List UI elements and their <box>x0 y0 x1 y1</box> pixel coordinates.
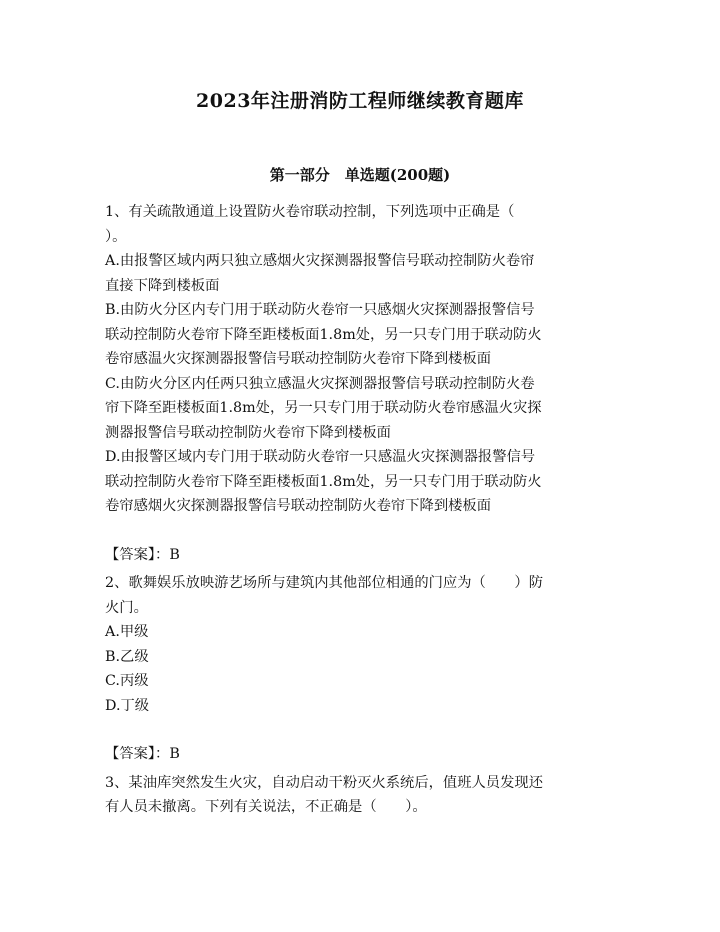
option-c: C.丙级 <box>105 673 149 689</box>
option-line: 帘下降至距楼板面1.8m处，另一只专门用于联动防火卷帘感温火灾探 <box>105 400 542 416</box>
option-line: 联动控制防火卷帘下降至距楼板面1.8m处，另一只专门用于联动防火 <box>105 473 542 490</box>
answer: 【答案】：B <box>105 546 180 563</box>
option-c <box>105 372 605 446</box>
option-d: D.丁级 <box>105 697 150 714</box>
question-list <box>105 200 605 820</box>
option-b: B.乙级 <box>105 648 149 665</box>
option-line: B.由防火分区内专门用于联动防火卷帘一只感烟火灾探测器报警信号 <box>105 302 535 318</box>
option-line: 卷帘感烟火灾探测器报警信号联动控制防火卷帘下降到楼板面 <box>105 498 492 514</box>
option-line: D.由报警区域内专门用于联动防火卷帘一只感温火灾探测器报警信号 <box>105 449 536 465</box>
question-stem-line: 1、有关疏散通道上设置防火卷帘联动控制，下列选项中正确是（ <box>105 204 515 220</box>
option-b <box>105 298 605 372</box>
question-stem-line: ）。 <box>105 228 127 245</box>
question-stem-line: 2、歌舞娱乐放映游艺场所与建筑内其他部位相通的门应为（ ）防 <box>105 575 543 591</box>
question-1 <box>105 200 605 571</box>
answer: 【答案】：B <box>105 746 180 762</box>
question-stem-line: 火门。 <box>105 599 148 616</box>
section-title: 第一部分 单选题(200题) <box>269 166 451 184</box>
option-line: 直接下降到楼板面 <box>105 277 220 294</box>
option-a <box>105 249 605 298</box>
question-stem-line: 有人员未撤离。下列有关说法，不正确是（ ）。 <box>105 799 427 815</box>
option-line: 联动控制防火卷帘下降至距楼板面1.8m处，另一只专门用于联动防火 <box>105 326 542 343</box>
option-line: 卷帘感温火灾探测器报警信号联动控制防火卷帘下降到楼板面 <box>105 351 492 367</box>
option-line: C.由防火分区内任两只独立感温火灾探测器报警信号联动控制防火卷 <box>105 375 535 392</box>
option-a: A.甲级 <box>105 624 149 640</box>
option-line: 测器报警信号联动控制防火卷帘下降到楼板面 <box>105 424 391 441</box>
spacer <box>105 718 605 742</box>
question-stem-line: 3、某油库突然发生火灾，自动启动干粉灭火系统后，值班人员发现还 <box>105 774 543 791</box>
question-2 <box>105 571 605 771</box>
spacer <box>105 519 605 543</box>
document-title: 2023年注册消防工程师继续教育题库 <box>196 90 524 112</box>
question-3 <box>105 771 605 820</box>
option-d <box>105 445 605 519</box>
option-line: A.由报警区域内两只独立感烟火灾探测器报警信号联动控制防火卷帘 <box>105 253 535 269</box>
